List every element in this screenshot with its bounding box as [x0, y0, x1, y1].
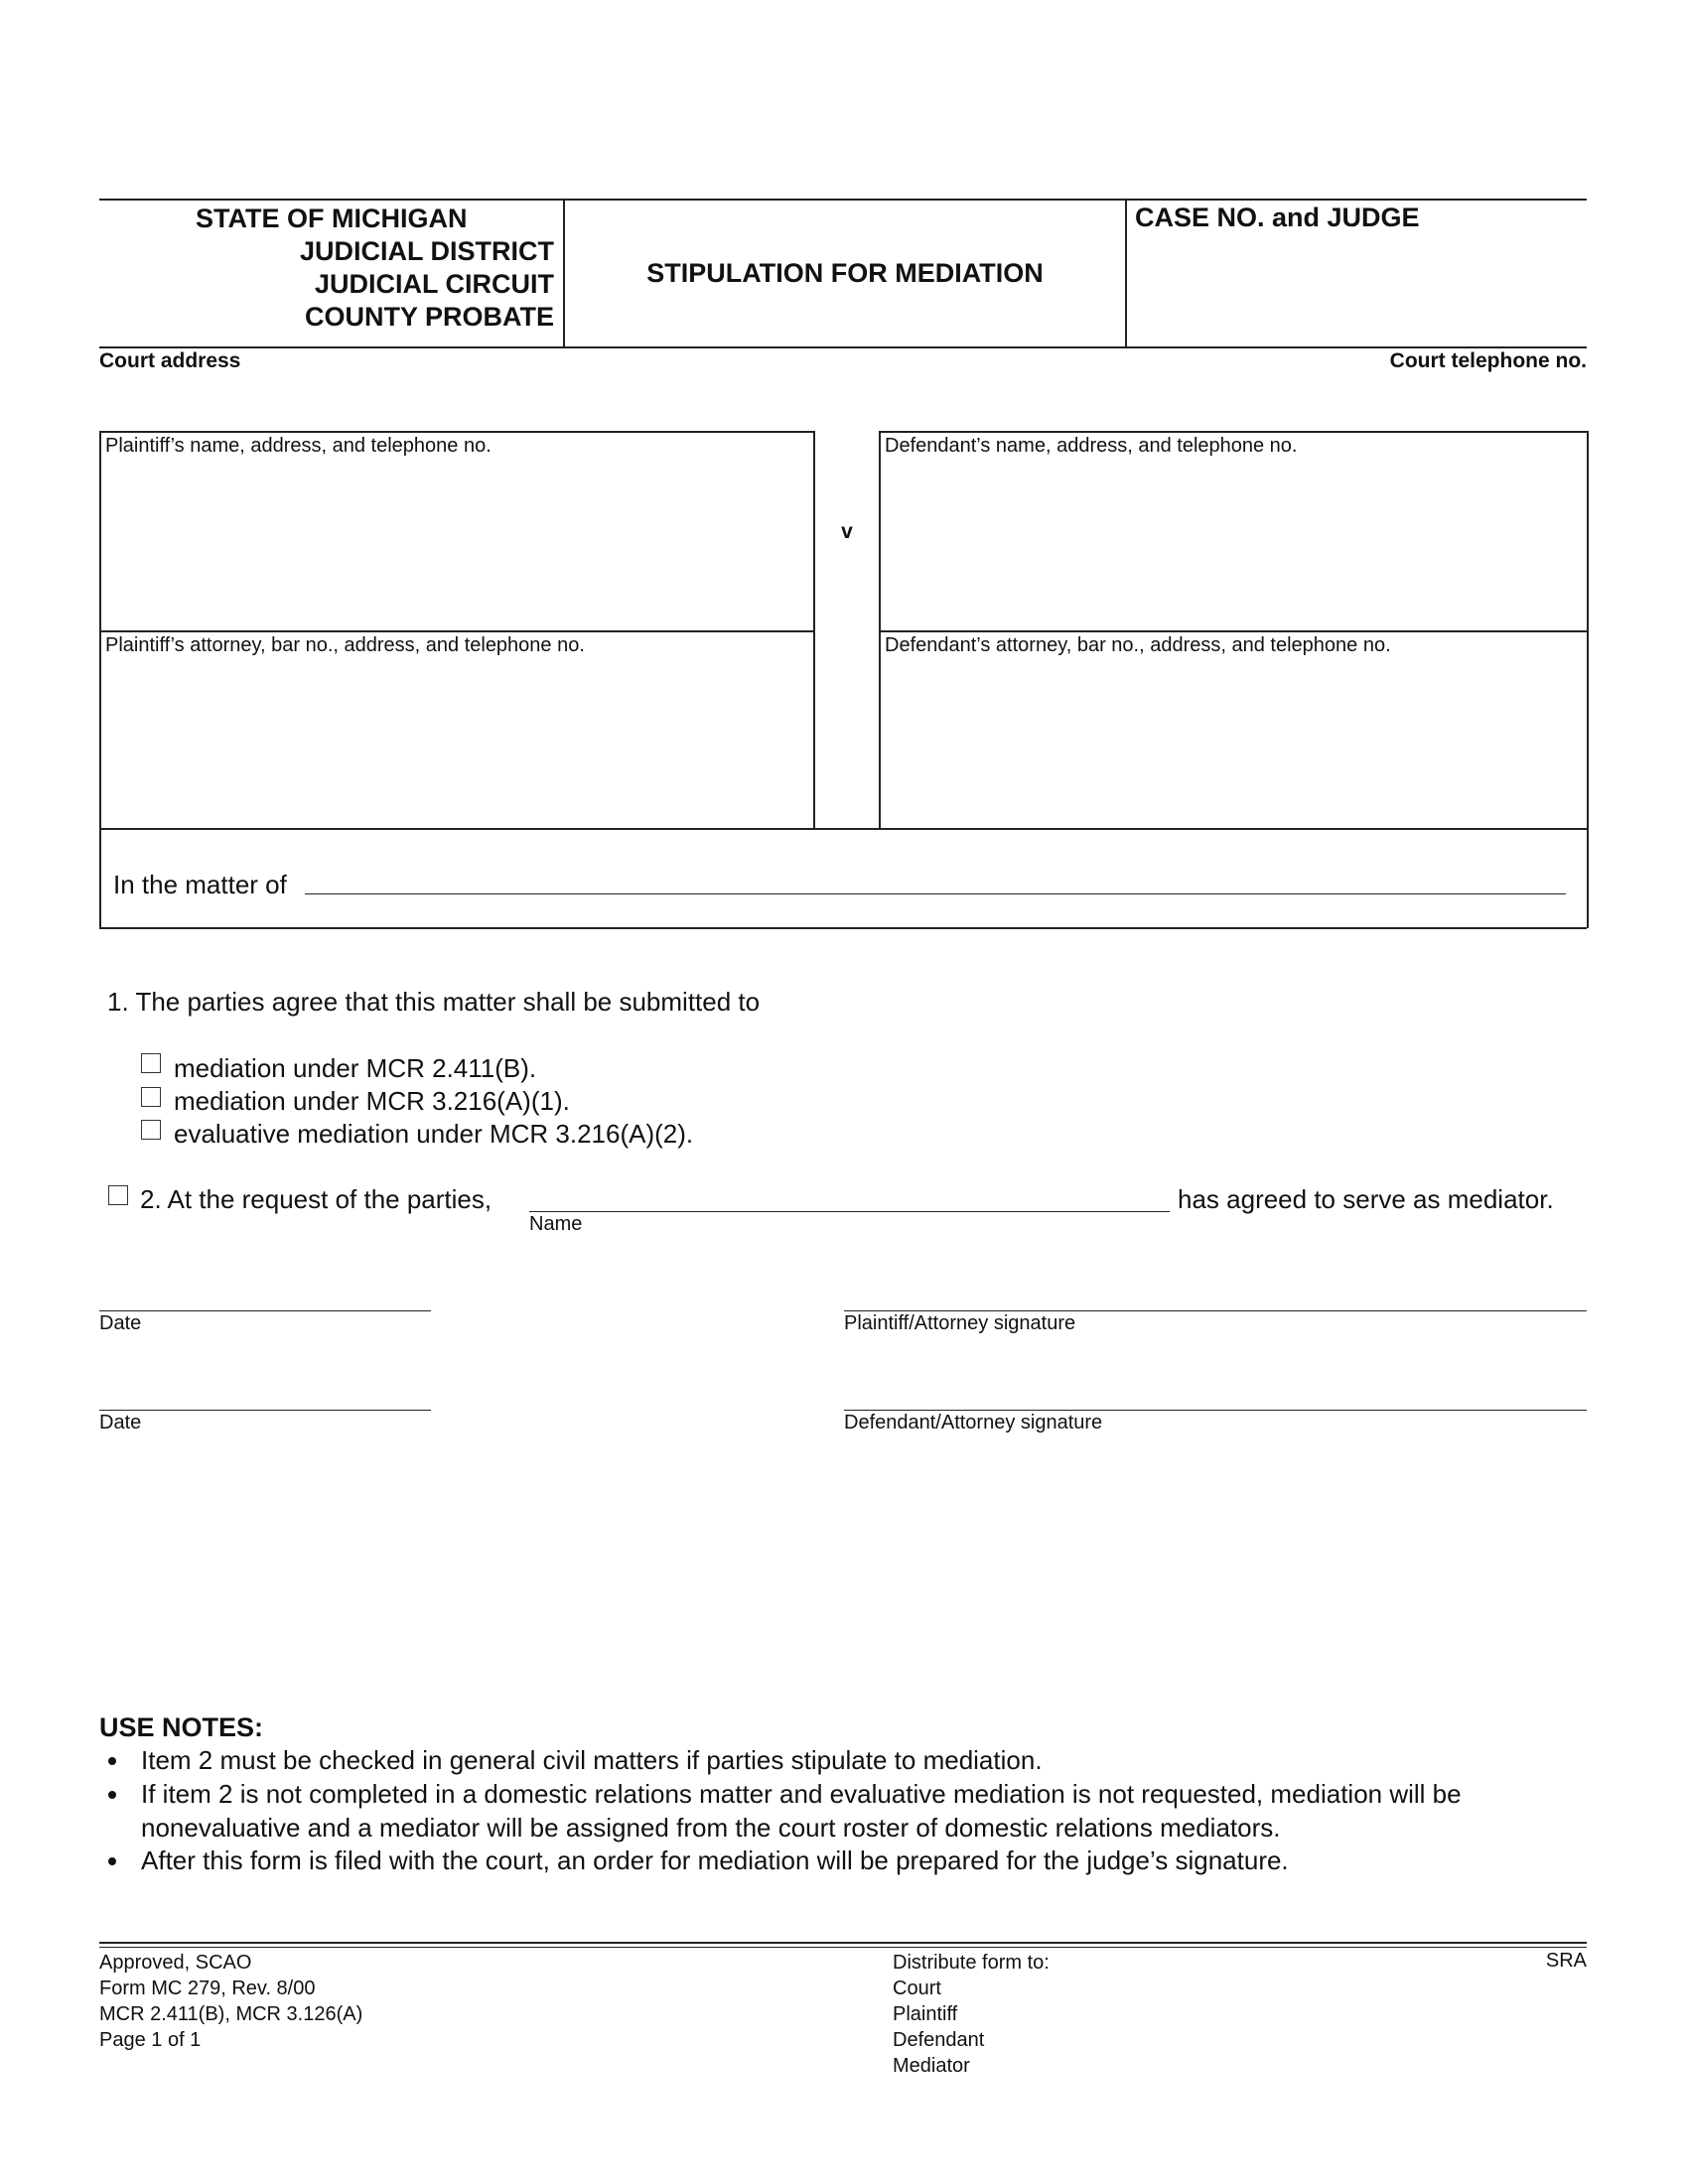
defendant-signature-field[interactable]: [844, 1380, 1587, 1411]
distribute-court: Court: [893, 1978, 941, 1999]
plaintiff-label: Plaintiff’s name, address, and telephone no.: [105, 435, 492, 457]
item1-text: 1. The parties agree that this matter shall be submitted to: [107, 987, 761, 1017]
in-the-matter-field[interactable]: [305, 864, 1566, 894]
approved-label: Approved, SCAO: [99, 1952, 252, 1974]
option-mcr-3216a2-label: evaluative mediation under MCR 3.216(A)(2).: [174, 1119, 694, 1149]
form-title: STIPULATION FOR MEDIATION: [646, 258, 1044, 288]
plaintiff-signature-label: Plaintiff/Attorney signature: [844, 1312, 1076, 1334]
distribute-label: Distribute form to:: [893, 1952, 1050, 1974]
item2-suffix: has agreed to serve as mediator.: [1178, 1184, 1554, 1214]
use-note-2-line1: If item 2 is not completed in a domestic relations matter and evaluative mediation is not requested, mediation will be: [141, 1779, 1462, 1809]
form-code: SRA: [1545, 1950, 1587, 1972]
plaintiff-field[interactable]: [101, 433, 812, 629]
date-label-2: Date: [99, 1412, 142, 1433]
parties-bottom-rule: [99, 828, 1587, 830]
bullet-1: [108, 1757, 116, 1765]
date-field-1[interactable]: [99, 1281, 431, 1311]
grid-right-edge: [1587, 431, 1589, 928]
distribute-plaintiff: Plaintiff: [893, 2003, 958, 2025]
bullet-2: [108, 1791, 116, 1799]
bullet-3: [108, 1857, 116, 1865]
option-mcr-2411b-checkbox[interactable]: [141, 1053, 161, 1073]
plaintiff-attorney-field[interactable]: [101, 632, 812, 827]
option-mcr-3216a1-label: mediation under MCR 3.216(A)(1).: [174, 1086, 570, 1116]
page-number: Page 1 of 1: [99, 2029, 202, 2051]
judicial-district-label: JUDICIAL DISTRICT: [299, 236, 554, 266]
defendant-attorney-field[interactable]: [881, 632, 1586, 827]
matter-bottom-rule: [99, 927, 1587, 929]
county-probate-label: COUNTY PROBATE: [304, 302, 554, 332]
use-note-2-line2: nonevaluative and a mediator will be assigned from the court roster of domestic relations mediators.: [141, 1813, 1281, 1843]
mediator-name-field[interactable]: [529, 1183, 1170, 1212]
date-field-2[interactable]: [99, 1380, 431, 1411]
use-notes-heading: USE NOTES:: [99, 1712, 264, 1742]
defendant-signature-label: Defendant/Attorney signature: [844, 1412, 1103, 1433]
footer-rule-1: [99, 1942, 1587, 1944]
distribute-defendant: Defendant: [893, 2029, 985, 2051]
distribute-mediator: Mediator: [893, 2055, 970, 2077]
court-rules: MCR 2.411(B), MCR 3.126(A): [99, 2003, 363, 2025]
judicial-circuit-label: JUDICIAL CIRCUIT: [314, 269, 554, 299]
header-bottom-rule: [99, 346, 1587, 348]
defendant-attorney-label: Defendant’s attorney, bar no., address, and telephone no.: [885, 634, 1391, 656]
versus-label: v: [841, 520, 853, 543]
plaintiff-attorney-label: Plaintiff’s attorney, bar no., address, and telephone no.: [105, 634, 585, 656]
court-telephone-label: Court telephone no.: [1389, 349, 1587, 372]
court-address-label: Court address: [99, 349, 241, 372]
option-mcr-2411b-label: mediation under MCR 2.411(B).: [174, 1053, 537, 1083]
item2-prefix: 2. At the request of the parties,: [140, 1184, 492, 1214]
form-number: Form MC 279, Rev. 8/00: [99, 1978, 316, 1999]
defendant-label: Defendant’s name, address, and telephone no.: [885, 435, 1298, 457]
use-note-1: Item 2 must be checked in general civil matters if parties stipulate to mediation.: [141, 1745, 1043, 1775]
footer-rule-2: [99, 1947, 1587, 1948]
grid-left-inner: [813, 431, 815, 829]
option-mcr-3216a2-checkbox[interactable]: [141, 1120, 161, 1140]
case-no-judge-field[interactable]: [1127, 201, 1587, 345]
item2-checkbox[interactable]: [108, 1185, 128, 1205]
in-the-matter-label: In the matter of: [113, 870, 287, 899]
defendant-field[interactable]: [881, 433, 1586, 629]
date-label-1: Date: [99, 1312, 142, 1334]
use-note-3: After this form is filed with the court, an order for mediation will be prepared for the judge’s signature.: [141, 1845, 1289, 1875]
state-label: STATE OF MICHIGAN: [196, 204, 468, 233]
plaintiff-signature-field[interactable]: [844, 1281, 1587, 1311]
mediator-name-caption: Name: [529, 1213, 583, 1235]
case-no-judge-label: CASE NO. and JUDGE: [1135, 203, 1420, 232]
option-mcr-3216a1-checkbox[interactable]: [141, 1087, 161, 1107]
